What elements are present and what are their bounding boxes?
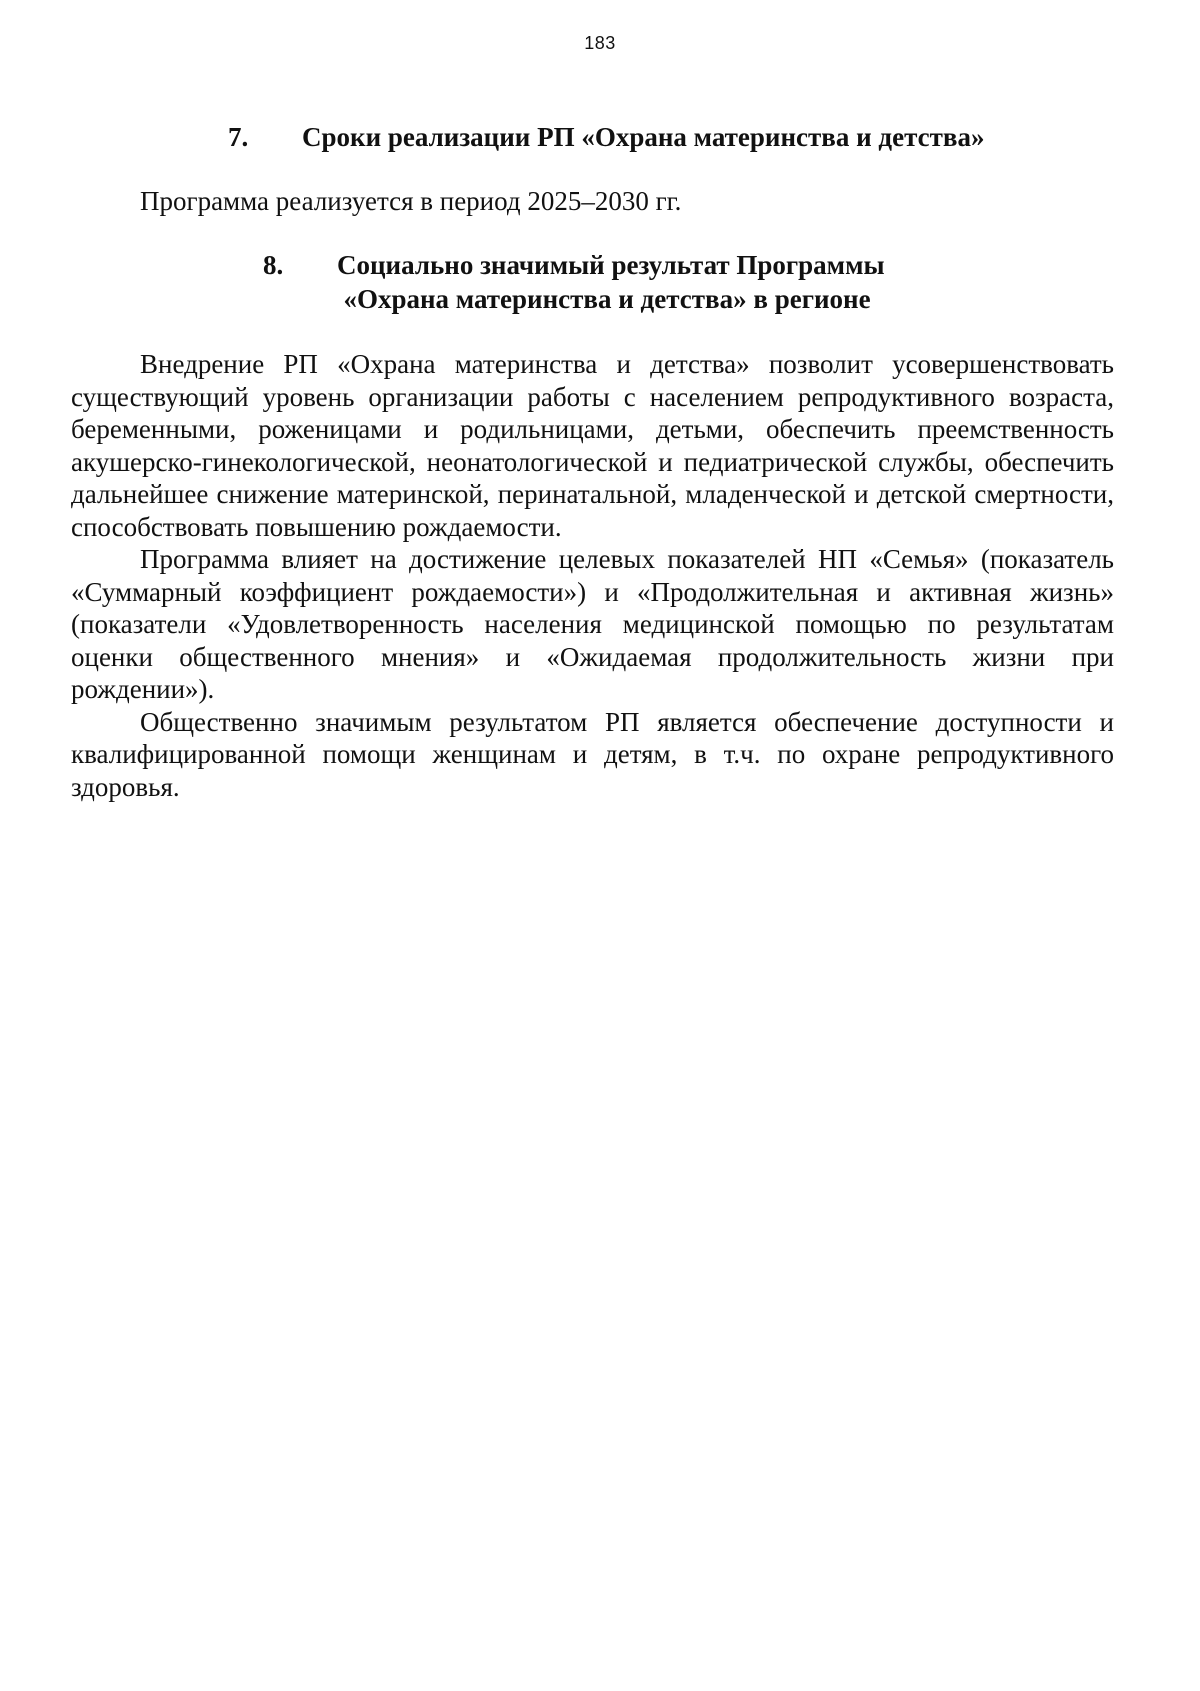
section-7-text: Программа реализуется в период 2025–2030 гг. <box>140 186 682 216</box>
section-8-number: 8. <box>263 250 284 280</box>
section-8-title-line1: Социально значимый результат Программы <box>337 250 885 280</box>
page-number: 183 <box>584 33 616 53</box>
section-8-title-line2: «Охрана материнства и детства» в регионе <box>343 284 871 314</box>
section-7-title: Сроки реализации РП «Охрана материнства и детства» <box>302 122 985 152</box>
section-8-body <box>71 348 1114 803</box>
section-7-number: 7. <box>228 122 249 152</box>
paragraph: Общественно значимым результатом РП является обеспечение доступности и квалифицированной помощи женщинам и детям, в т.ч. по охране репродуктивного здоровья. <box>71 706 1114 802</box>
paragraph: Внедрение РП «Охрана материнства и детства» позволит усовершенствовать существующий уровень организации работы с населением репродуктивного возраста, беременными, роженицами и родильницами, детьми, обеспечить преемственность акушерско-гинекологической, неонатологической и педиатрической службы, обеспечить дальнейшее снижение материнской, перинатальной, младенческой и детской смертности, способствовать повышению рождаемости. <box>71 349 1114 542</box>
paragraph: Программа влияет на достижение целевых показателей НП «Семья» (показатель «Суммарный коэффициент рождаемости») и «Продолжительная и активная жизнь» (показатели «Удовлетворенность населения медицинской помощью по результатам оценки общественного мнения» и «Ожидаемая продолжительность жизни при рождении»). <box>71 544 1114 704</box>
